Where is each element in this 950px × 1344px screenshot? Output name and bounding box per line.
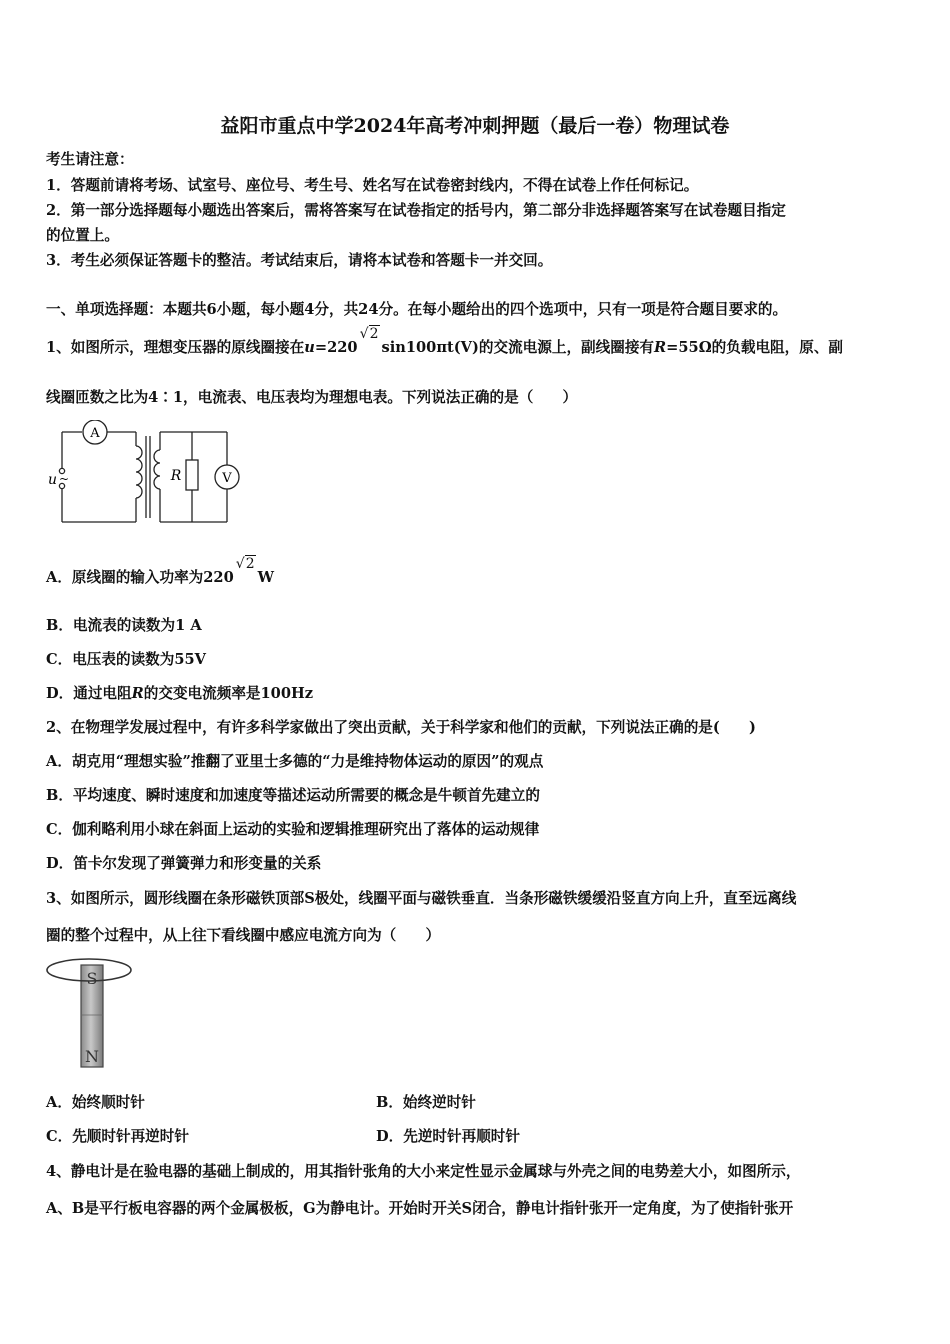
q1-option-d — [46, 684, 313, 704]
q1-option-a-text: A．原线圈的输入功率为220 — [46, 569, 234, 586]
page-title: 益阳市重点中学2024年高考冲刺押题（最后一卷）物理试卷 — [220, 115, 730, 137]
ac-source-symbol: ~ — [59, 472, 70, 486]
resistor-label: R — [170, 468, 182, 484]
q4-stem-line1: 4、静电计是在验电器的基础上制成的，用其指针张角的大小来定性显示金属球与外壳之间的电势差大小，如图所示， — [46, 1163, 801, 1180]
q1-option-d-variable: R — [131, 685, 144, 702]
ammeter-label: A — [90, 426, 100, 441]
q1-option-d-text: D．通过电阻 — [46, 685, 132, 702]
q3-stem-line1: 3、如图所示，圆形线圈在条形磁铁顶部S极处，线圈平面与磁铁垂直．当条形磁铁缓缓沿竖直方向上升，直至远离线 — [46, 890, 797, 907]
voltmeter-label: V — [222, 471, 232, 486]
magnet-n-pole-label: N — [85, 1047, 99, 1066]
q1-option-a — [46, 556, 275, 588]
q1-option-a-sqrt: √ 2 — [235, 556, 255, 572]
q3-option-c: C．先顺时针再逆时针 — [46, 1128, 189, 1145]
q1-option-d-tail: 的交变电流频率是100Hz — [143, 685, 314, 702]
notice-item-2: 2．第一部分选择题每小题选出答案后，需将答案写在试卷指定的括号内，第二部分非选择题答案写在试卷题目指定 — [46, 202, 786, 219]
q1-sin-term: sin100πt(V)的交流电源上，副线圈接有 — [381, 339, 655, 356]
q3-option-b: B．始终逆时针 — [376, 1094, 476, 1111]
q1-sqrt-symbol: √ 2 — [359, 326, 379, 342]
coil-magnet-diagram — [44, 955, 136, 1071]
q1-voltage-amplitude: =220 — [314, 339, 358, 356]
q2-option-c: C．伽利略利用小球在斜面上运动的实验和逻辑推理研究出了落体的运动规律 — [46, 821, 540, 838]
q1-resistance: =55Ω的负载电阻，原、副 — [666, 339, 844, 356]
q2-option-b: B．平均速度、瞬时速度和加速度等描述运动所需要的概念是牛顿首先建立的 — [46, 787, 540, 804]
q2-option-d: D．笛卡尔发现了弹簧弹力和形变量的关系 — [46, 855, 322, 872]
section-heading-single-choice: 一、单项选择题：本题共6小题，每小题4分，共24分。在每小题给出的四个选项中，只有一项是符合题目要求的。 — [46, 301, 788, 318]
q1-option-b: B．电流表的读数为1 A — [46, 617, 202, 634]
notice-item-3: 3．考生必须保证答题卡的整洁。考试结束后，请将本试卷和答题卡一并交回。 — [46, 252, 553, 269]
q1-option-a-unit: W — [257, 569, 275, 586]
q4-stem-line2: A、B是平行板电容器的两个金属极板，G为静电计。开始时开关S闭合，静电计指针张开一定角度，为了使指针张开 — [46, 1200, 794, 1217]
q3-option-d: D．先逆时针再顺时针 — [376, 1128, 521, 1145]
q1-option-c: C．电压表的读数为55V — [46, 651, 206, 668]
q1-stem-line2: 线圈匝数之比为4∶1，电流表、电压表均为理想电表。下列说法正确的是（ ） — [46, 389, 578, 406]
q2-stem: 2、在物理学发展过程中，有许多科学家做出了突出贡献，关于科学家和他们的贡献，下列说法正确的是( ) — [46, 719, 756, 736]
q1-u-variable: u — [304, 339, 315, 356]
q1-stem-line1 — [46, 326, 844, 358]
magnet-s-pole-label: S — [86, 969, 98, 988]
notice-item-2-cont: 的位置上。 — [46, 227, 119, 244]
q3-stem-line2: 圈的整个过程中，从上往下看线圈中感应电流方向为（ ） — [46, 927, 441, 944]
q1-stem-text: 1、如图所示，理想变压器的原线圈接在 — [46, 339, 305, 356]
q1-r-variable: R — [654, 339, 667, 356]
q2-option-a: A．胡克用“理想实验”推翻了亚里士多德的“力是维持物体运动的原因”的观点 — [46, 753, 544, 770]
source-u-label: u — [48, 472, 58, 488]
transformer-circuit-diagram — [40, 420, 250, 532]
notice-item-1: 1．答题前请将考场、试室号、座位号、考生号、姓名写在试卷密封线内，不得在试卷上作任何标记。 — [46, 177, 699, 194]
notice-heading: 考生请注意： — [46, 151, 134, 168]
q3-option-a: A．始终顺时针 — [46, 1094, 145, 1111]
